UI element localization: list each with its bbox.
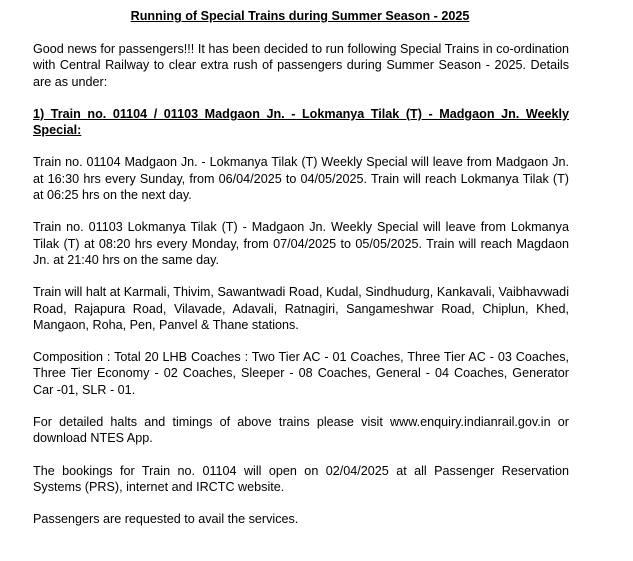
section-heading: 1) Train no. 01104 / 01103 Madgaon Jn. - Lokmanya Tilak (T) - Madgaon Jn. Weekly Special: — [33, 106, 569, 138]
notice-body — [33, 41, 569, 544]
intro-paragraph: Good news for passengers!!! It has been decided to run following Special Trains in co-ordination with Central Railway to clear extra rush of passengers during Summer Season - 2025. Details are as under: — [33, 42, 569, 89]
halts-paragraph: Train will halt at Karmali, Thivim, Sawantwadi Road, Kudal, Sindhudurg, Kankavali, Vaibhavwadi Road, Rajapura Road, Vilavade, Adavali, Ratnagiri, Sangameshwar Road, Chiplun, Khed, Mangaon, Roha, Pen, Panvel & Thane stations. — [33, 285, 569, 332]
bookings-paragraph: The bookings for Train no. 01104 will open on 02/04/2025 at all Passenger Reservation Systems (PRS), internet and IRCTC website. — [33, 463, 569, 494]
train-01103-paragraph: Train no. 01103 Lokmanya Tilak (T) - Madgaon Jn. Weekly Special will leave from Lokmanya Tilak (T) at 08:20 hrs every Monday, from 07/04/2025 to 05/05/2025. Train will reach Magdaon Jn. at 21:40 hrs on the same day. — [33, 220, 569, 267]
composition-paragraph: Composition : Total 20 LHB Coaches : Two Tier AC - 01 Coaches, Three Tier AC - 03 Coaches, Three Tier Economy - 02 Coaches, Sleeper - 08 Coaches, General - 04 Coaches, Generator Car -01, SLR - 01. — [33, 350, 569, 397]
closing-paragraph: Passengers are requested to avail the services. — [33, 512, 299, 527]
notice-title: Running of Special Trains during Summer Season - 2025 — [130, 9, 470, 23]
train-01104-paragraph: Train no. 01104 Madgaon Jn. - Lokmanya Tilak (T) Weekly Special will leave from Madgaon Jn. at 16:30 hrs every Sunday, from 06/04/2025 to 04/05/2025. Train will reach Lokmanya Tilak (T) at 06:25 hrs on the next day. — [33, 155, 569, 203]
details-info-paragraph: For detailed halts and timings of above trains please visit www.enquiry.indianrail.gov.in or download NTES App. — [33, 415, 569, 446]
